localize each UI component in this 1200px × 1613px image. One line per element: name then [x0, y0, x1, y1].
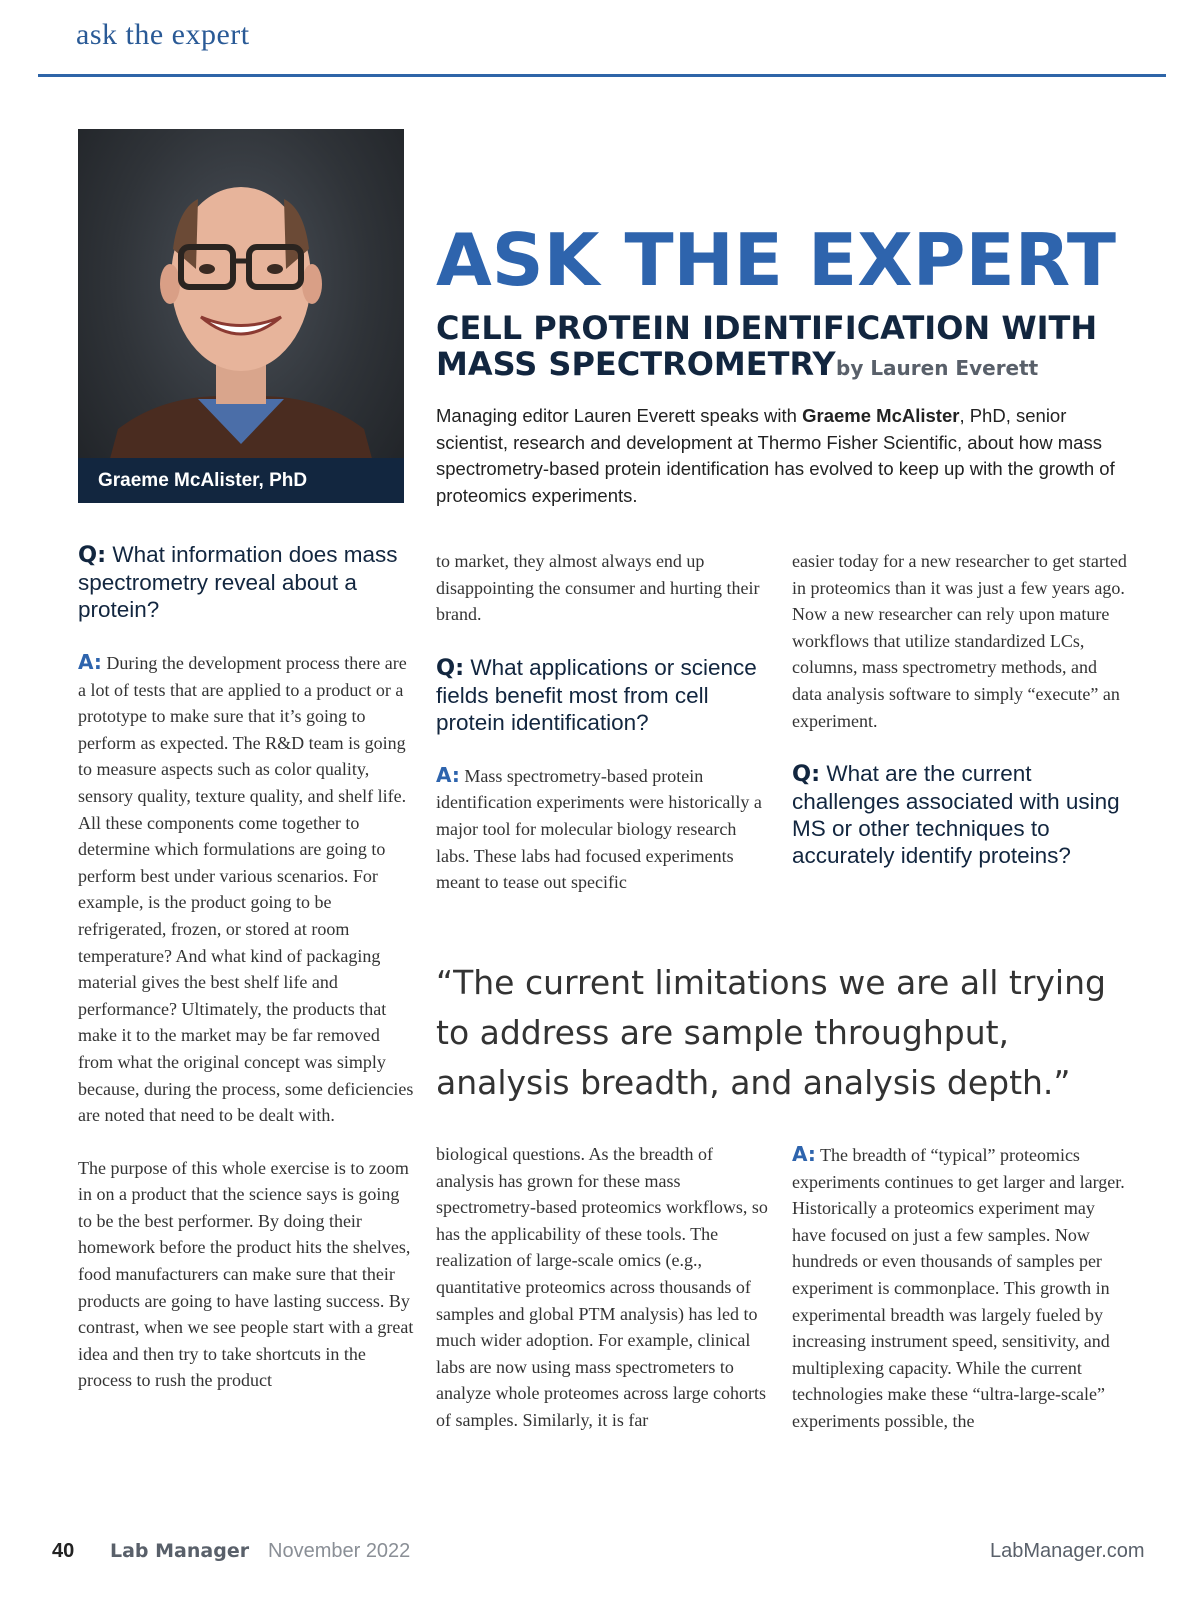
question-3-text: What are the current challenges associated with using MS or other techniques to accurately identify proteins?: [792, 761, 1120, 869]
photo-caption: Graeme McAlister, PhD: [98, 470, 308, 491]
question-label: Q:: [78, 542, 107, 568]
website-link[interactable]: LabManager.com: [990, 1540, 1145, 1562]
answer-2-text: Mass spectrometry-based protein identification experiments were historically a major tool for molecular biology research labs. These labs had focused experiments meant to tease out specific: [436, 765, 762, 893]
column-2-bottom: [436, 1141, 774, 1434]
paragraph-col1-2: The purpose of this whole exercise is to zoom in on a product that the science says is going to be the best performer. By doing their homework before the product hits the shelves, food manufacturers can make sure that their products are going to have lasting success. By contrast, when we see people start with a great idea and then try to take shortcuts in the process to rush the product: [78, 1157, 414, 1391]
question-1-text: What information does mass spectrometry reveal about a protein?: [78, 542, 398, 622]
subtitle-line-1: CELL PROTEIN IDENTIFICATION WITH: [436, 309, 1098, 347]
portrait-illustration: [78, 129, 404, 503]
answer-1-text: During the development process there are a lot of tests that are applied to a product or a prototype to make sure that it’s going to perform as expected. The R&D team is going to measure aspects such as color quality, sensory quality, texture quality, and shelf life. All these components come together to determine which formulations are going to perform best under various scenarios. For example, is the product going to be refrigerated, frozen, or stored at room temperature? And what kind of packaging material gives the best shelf life and performance? Ultimately, the products that make it to the market may be far removed from what the original concept was simply because, during the process, some deficiencies are noted that need to be dealt with.: [78, 653, 414, 1126]
paragraph-col2-1: to market, they almost always end up disappointing the consumer and hurting their brand.: [436, 551, 760, 625]
column-1-top: [78, 541, 416, 1394]
paragraph-col3-1: easier today for a new researcher to get started in proteomics than it was just a few years ago. Now a new researcher can rely upon mature workflows that utilize standardized LCs, columns, mass spectrometry methods, and data analysis software to simply “execute” an experiment.: [792, 551, 1127, 731]
answer-3-text: The breadth of “typical” proteomics experiments continues to get larger and larger. Historically a proteomics experiment may have focused on just a few samples. Now hundreds or even thousands of samples per experiment is commonplace. This growth in experimental breadth was largely fueled by increasing instrument speed, sensitivity, and multiplexing capacity. While the current technologies make these “ultra-large-scale” experiments possible, the: [792, 1145, 1125, 1431]
answer-1: [78, 649, 416, 1129]
page-number: 40: [52, 1540, 75, 1562]
author-photo: [78, 129, 404, 503]
column-3-top: [792, 548, 1130, 869]
answer-label: A:: [78, 650, 102, 674]
issue-date: November 2022: [268, 1540, 411, 1562]
article-title: ASK THE EXPERT: [436, 218, 1117, 302]
question-1: [78, 541, 416, 623]
section-label: ask the expert: [76, 18, 250, 51]
magazine-name: Lab Manager: [110, 1540, 250, 1562]
byline: by Lauren Everett: [836, 356, 1039, 380]
answer-label: A:: [792, 1142, 816, 1166]
intro-paragraph: [436, 403, 1136, 509]
answer-label: A:: [436, 762, 460, 787]
answer-2: [436, 762, 774, 896]
question-label: Q:: [792, 761, 821, 788]
intro-text-pre: Managing editor Lauren Everett speaks with: [436, 405, 803, 426]
question-3: [792, 760, 1130, 869]
question-2-text: What applications or science fields benefit most from cell protein identification?: [436, 654, 757, 735]
question-label: Q:: [436, 654, 465, 681]
column-3-bottom: [792, 1141, 1130, 1435]
header-divider: [38, 74, 1166, 77]
column-2-top: [436, 548, 774, 896]
answer-3: [792, 1141, 1130, 1435]
pull-quote: “The current limitations we are all trying to address are sample throughput, analysis breadth, and analysis depth.”: [436, 963, 1106, 1102]
subtitle-line-2: MASS SPECTROMETRY: [436, 345, 836, 383]
paragraph-col2-3: biological questions. As the breadth of analysis has grown for these mass spectrometry-based proteomics workflows, so has the applicability of these tools. The realization of large-scale omics (e.g., quantitative proteomics across thousands of samples and global PTM analysis) has led to much wider adoption. For example, clinical labs are now using mass spectrometers to analyze whole proteomes across large cohorts of samples. Similarly, it is far: [436, 1144, 768, 1430]
intro-text-post: , PhD, senior scientist, research and development at Thermo Fisher Scientific, about how mass spectrometry-based protein identification has evolved to keep up with the growth of proteomics experiments.: [436, 405, 1115, 506]
question-2: [436, 654, 774, 736]
intro-expert-name: Graeme McAlister: [802, 405, 960, 426]
